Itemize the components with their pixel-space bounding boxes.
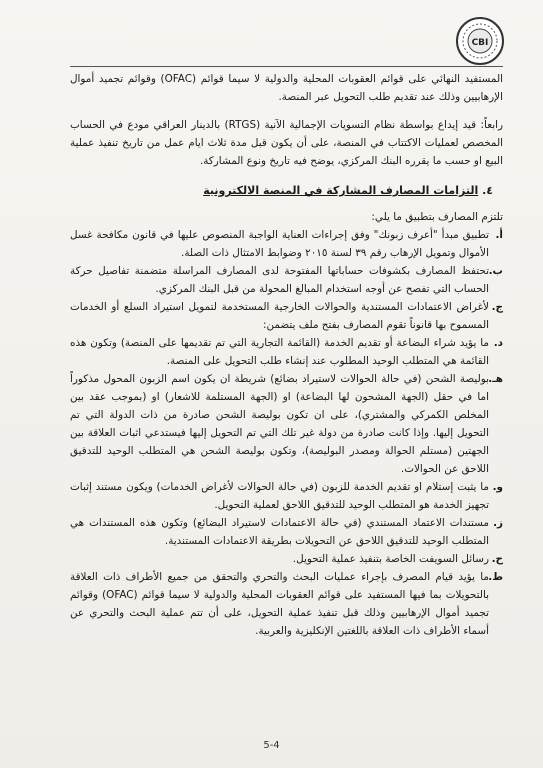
item-text: مستندات الاعتماد المستندي (في حالة الاعتمادات لاستيراد البضائع) وتكون هذه المستندات هي المتطلب الوحيد للتدقيق اللاحق عن التحويلات بطريقة الاعتمادات المستندية. [70,517,489,547]
list-item [70,334,503,370]
item-marker: ط. [488,571,503,583]
item-text: رسائل السويفت الخاصة بتنفيذ عملية التحويل. [292,553,489,565]
page-number: 5-4 [263,740,280,751]
list-item [70,370,503,478]
paragraph-fourth: رابعاً: قيد إيداع بواسطة نظام التسويات الإجمالية الآنية (RTGS) بالدينار العراقي مودع في الحساب المخصص لعمليات الاكتتاب في المنصة، على أن يكون قبل مدة ثلاث ايام عمل من تاريخ تنفيذ عملية البيع او حسب ما يقرره البنك المركزي، يوضح فيه تاريخ ونوع المشاركة. [70,119,504,167]
list-item [70,262,503,298]
item-text: بوليصة الشحن (في حالة الحوالات لاستيراد بضائع) شريطة ان يكون اسم الزبون المحول مذكوراً اما في حقل (الجهة المشحون لها البضاعة) او (الجهة المستلمة للاشعار) او (بموجب عقد بين المخلص الكمركي والمشتري)، على ان تكون بوليصة الشحن صادرة من ذات الدولة التي تم التحويل إليها. وإذا كانت صادرة من دولة غير تلك التي تم التحويل إليها فيستدعي اثبات العلاقة بين الجهتين (مستلم الحوالة ومصدر البوليصة)، وتكون بوليصة الشحن هي المتطلب الوحيد للتدقيق اللاحق عن الحوالات. [70,373,489,475]
item-text: تطبيق مبدأ "أعرف زبونك" وفق إجراءات العناية الواجبة المنصوص عليها في قانون مكافحة غسل الأموال وتمويل الإرهاب رقم ٣٩ لسنة ٢٠١٥ وضوابط الامتثال ذات الصلة. [70,229,489,259]
item-marker: ج. [491,301,503,313]
list-item [70,226,503,262]
section-heading [70,182,503,200]
list-item [70,550,503,568]
section-title: التزامات المصارف المشاركة في المنصة الالكترونية [203,184,479,197]
item-marker: ز. [493,517,503,529]
section-intro: تلتزم المصارف بتطبيق ما يلي: [371,211,503,223]
item-marker: أ. [495,229,503,241]
header-rule [70,66,503,67]
item-text: لأغراض الاعتمادات المستندية والحوالات الخارجية المستخدمة لتمويل استيراد السلع أو الخدمات المسموح بها قانوناً تقوم المصارف بفتح ملف يتضمن: [70,301,489,331]
item-marker: د. [493,337,503,349]
item-text: ما يثبت إستلام او تقديم الخدمة للزبون (في حالة الحوالات لأغراض الخدمات) ويكون مستند إثبات تجهيز الخدمة هو المتطلب الوحيد للتدقيق اللاحق لعملية التحويل. [70,481,489,511]
item-text: تحتفظ المصارف بكشوفات حساباتها المفتوحة لدى المصارف المراسلة متضمنة تفاصيل حركة الحساب التي تفصح عن أوجه استخدام المبالغ المحولة من قبل البنك المركزي. [70,265,489,295]
paragraph-beneficiary: المستفيد النهائي على قوائم العقوبات المحلية والدولية لا سيما قوائم (OFAC) وقوائم تجميد أموال الإرهابيين وذلك عند تقديم طلب التحويل عبر المنصة. [70,73,503,103]
logo-text: CBI [471,38,489,48]
item-marker: و. [492,481,503,493]
item-text: ما يؤيد شراء البضاعة أو تقديم الخدمة (القائمة التجارية التي تم تقديمها على المنصة) وتكون هذه القائمة هي المتطلب الوحيد المطلوب عند إنشاء طلب التحويل على المنصة. [70,337,489,367]
list-item [70,568,503,640]
list-item [70,298,503,334]
list-item [70,514,503,550]
item-marker: ح. [491,553,503,565]
section-4 [70,182,503,640]
list-item [70,478,503,514]
section-number: ٤. [482,184,493,197]
item-text: ما يؤيد قيام المصرف بإجراء عمليات البحث والتحري والتحقق من جميع الأطراف ذات العلاقة بالتحويلات بما فيها المستفيد على قوائم العقوبات المحلية والدولية لا سيما قوائم (OFAC) وقوائم تجميد أموال الإرهابيين وذلك قبل تنفيذ عملية التحويل، على أن تتم عملية البحث والتحري عن أسماء الأطراف ذات العلاقة باللغتين الإنكليزية والعربية. [70,571,490,637]
central-bank-logo [455,16,505,66]
item-marker: ب. [488,265,503,277]
item-marker: هـ. [488,373,503,385]
top-section [70,70,503,170]
